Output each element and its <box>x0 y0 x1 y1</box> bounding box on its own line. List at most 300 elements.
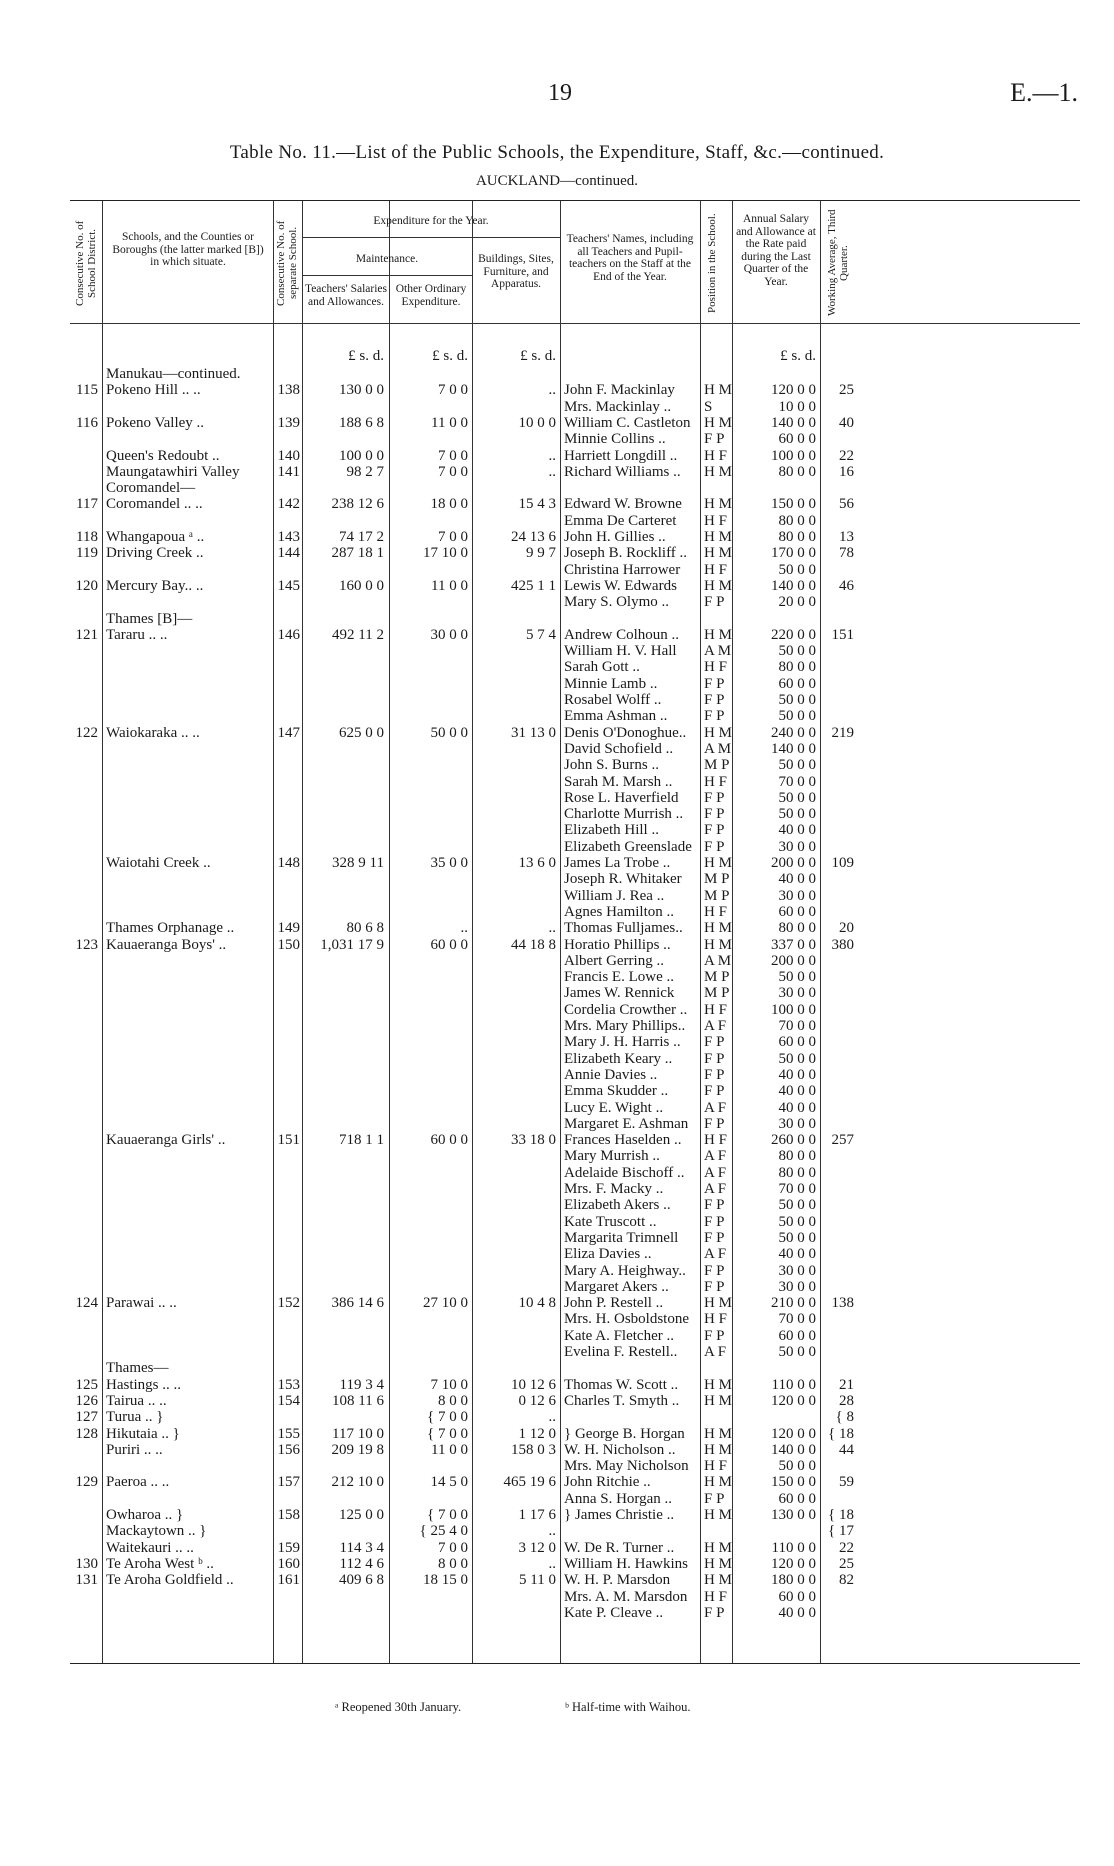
table-row <box>70 496 1080 513</box>
salaries-cell: 74 17 2 <box>339 529 384 545</box>
annual-salary-cell: 40 0 0 <box>778 1083 816 1100</box>
annual-salary-cell: 10 0 0 <box>778 398 816 415</box>
working-average-cell: 59 <box>839 1474 854 1491</box>
annual-salary-cell: 80 0 0 <box>778 920 816 937</box>
teacher-name-cell: Charlotte Murrish .. <box>564 806 684 823</box>
salaries-cell: 125 0 0 <box>339 1507 384 1523</box>
district-no-cell: 119 <box>76 545 98 562</box>
table-row <box>70 1393 1080 1410</box>
salaries-cell: 117 10 0 <box>332 1425 384 1442</box>
teacher-name-cell: Emma Ashman .. <box>564 708 668 725</box>
annual-salary-cell: 70 0 0 <box>778 1181 816 1197</box>
position-cell: H M <box>704 920 732 937</box>
teacher-name-cell: Margarita Trimnell <box>564 1229 679 1246</box>
other-exp-cell: 60 0 0 <box>430 1132 468 1149</box>
teacher-name-cell: W. H. P. Marsdon <box>564 1572 671 1589</box>
annual-salary-cell: 40 0 0 <box>778 1246 816 1263</box>
position-cell: A F <box>704 1148 727 1165</box>
teacher-name-cell: Mary J. H. Harris .. <box>564 1034 681 1051</box>
other-exp-cell: 8 0 0 <box>438 1392 468 1409</box>
table-row <box>70 1458 1080 1475</box>
teacher-name-cell: Lucy E. Wight .. <box>564 1099 664 1116</box>
annual-salary-cell: 30 0 0 <box>778 1262 816 1279</box>
position-cell: F P <box>704 1083 725 1100</box>
school-name-cell: Coromandel— <box>106 480 196 497</box>
annual-salary-cell: 30 0 0 <box>778 985 816 1002</box>
other-exp-cell: 7 0 0 <box>438 529 468 545</box>
district-no-cell: 116 <box>76 414 98 431</box>
annual-salary-cell: 40 0 0 <box>778 1099 816 1116</box>
table-row <box>70 1491 1080 1508</box>
position-cell: H M <box>704 1572 732 1589</box>
school-name-cell: Puriri .. .. <box>106 1441 163 1458</box>
table-row <box>70 1263 1080 1280</box>
annual-salary-cell: 30 0 0 <box>778 1278 816 1295</box>
working-average-cell: { 17 <box>828 1523 854 1540</box>
position-cell: F P <box>704 1229 725 1246</box>
teacher-name-cell: Emma De Carteret <box>564 512 677 529</box>
document-reference: E.—1. <box>1010 78 1078 107</box>
position-cell: A F <box>704 1164 727 1181</box>
position-cell: H F <box>704 1311 727 1328</box>
working-average-cell: 257 <box>831 1132 854 1149</box>
annual-salary-cell: 200 0 0 <box>771 952 816 969</box>
working-average-cell: 28 <box>839 1392 854 1409</box>
teacher-name-cell: John S. Burns .. <box>564 757 660 774</box>
annual-salary-cell: 130 0 0 <box>771 1507 816 1523</box>
school-no-cell: 151 <box>277 1132 300 1149</box>
annual-salary-cell: 50 0 0 <box>778 1458 816 1475</box>
working-average-cell: 109 <box>831 855 854 871</box>
salaries-cell: 212 10 0 <box>331 1474 384 1491</box>
table-row <box>70 708 1080 725</box>
header-rule <box>302 275 472 276</box>
header-school-no: Consecutive No. of separate School. <box>275 220 299 306</box>
district-no-cell: 124 <box>75 1295 98 1312</box>
teacher-name-cell: William H. V. Hall <box>564 643 677 660</box>
table-row <box>70 1230 1080 1247</box>
school-name-cell: Owharoa .. } <box>106 1507 184 1523</box>
school-name-cell: Hastings .. .. <box>106 1376 181 1393</box>
currency-other: £ s. d. <box>432 348 468 364</box>
annual-salary-cell: 110 0 0 <box>771 1376 816 1393</box>
school-name-cell: Waitekauri .. .. <box>106 1539 194 1556</box>
currency-salaries: £ s. d. <box>348 348 384 364</box>
annual-salary-cell: 20 0 0 <box>778 594 816 611</box>
buildings-cell: 31 13 0 <box>511 724 556 741</box>
school-name-cell: Pokeno Hill .. .. <box>106 382 201 399</box>
other-exp-cell: 30 0 0 <box>430 626 468 643</box>
annual-salary-cell: 260 0 0 <box>771 1132 816 1149</box>
district-no-cell: 125 <box>75 1376 98 1393</box>
teacher-name-cell: Agnes Hamilton .. <box>564 903 674 920</box>
other-exp-cell: 17 10 0 <box>423 545 468 562</box>
buildings-cell: .. <box>548 382 556 399</box>
annual-salary-cell: 50 0 0 <box>778 1197 816 1214</box>
position-cell: F P <box>704 1050 725 1067</box>
teacher-name-cell: } George B. Horgan <box>564 1425 685 1442</box>
school-no-cell: 156 <box>277 1441 300 1458</box>
district-no-cell: 117 <box>76 496 98 513</box>
other-exp-cell: 14 5 0 <box>430 1474 468 1491</box>
working-average-cell: { 18 <box>828 1507 854 1523</box>
teacher-name-cell: Eliza Davies .. <box>564 1246 652 1263</box>
other-exp-cell: { 25 4 0 <box>419 1523 468 1540</box>
salaries-cell: 188 6 8 <box>339 414 384 431</box>
school-name-cell: Thames— <box>106 1360 169 1377</box>
annual-salary-cell: 70 0 0 <box>778 1018 816 1034</box>
position-cell: H M <box>704 1425 732 1442</box>
district-no-cell: 130 <box>75 1555 98 1572</box>
school-name-cell: Mackaytown .. } <box>106 1523 207 1540</box>
annual-salary-cell: 180 0 0 <box>771 1572 816 1589</box>
school-name-cell: Thames Orphanage .. <box>106 920 235 937</box>
working-average-cell: 46 <box>839 577 854 594</box>
teacher-name-cell: Anna S. Horgan .. <box>564 1490 673 1507</box>
buildings-cell: 10 12 6 <box>511 1376 556 1393</box>
position-cell: M P <box>704 871 730 888</box>
teacher-name-cell: Thomas W. Scott .. <box>564 1376 679 1393</box>
other-exp-cell: 7 0 0 <box>438 382 468 399</box>
teacher-name-cell: John H. Gillies .. <box>564 529 666 545</box>
school-name-cell: Te Aroha West ᵇ .. <box>106 1555 214 1572</box>
table-row <box>70 659 1080 676</box>
table-row <box>70 888 1080 905</box>
header-teachers: Teachers' Names, including all Teachers and Pupil-teachers on the Staff at the End of the Year. <box>566 233 694 283</box>
table-row <box>70 969 1080 986</box>
position-cell: A F <box>704 1099 727 1116</box>
position-cell: H M <box>704 529 732 545</box>
teacher-name-cell: Elizabeth Hill .. <box>564 822 659 839</box>
district-no-cell: 115 <box>76 382 98 399</box>
table-row <box>70 1409 1080 1426</box>
annual-salary-cell: 40 0 0 <box>778 1066 816 1083</box>
position-cell: H M <box>704 496 732 513</box>
buildings-cell: 425 1 1 <box>511 577 556 594</box>
table-subtitle: AUCKLAND—continued. <box>475 173 639 189</box>
position-cell: H M <box>704 1392 732 1409</box>
table-row <box>70 1116 1080 1133</box>
teacher-name-cell: Evelina F. Restell.. <box>564 1344 678 1360</box>
position-cell: A M <box>704 740 732 757</box>
table-row <box>70 1426 1080 1443</box>
annual-salary-cell: 60 0 0 <box>778 431 816 448</box>
position-cell: H F <box>704 561 727 578</box>
annual-salary-cell: 60 0 0 <box>778 675 816 692</box>
annual-salary-cell: 70 0 0 <box>778 1311 816 1328</box>
school-no-cell: 144 <box>277 545 300 562</box>
working-average-cell: 78 <box>839 545 854 562</box>
table-row <box>70 464 1080 481</box>
annual-salary-cell: 140 0 0 <box>771 1441 816 1458</box>
table-row <box>70 985 1080 1002</box>
position-cell: M P <box>704 969 730 986</box>
teacher-name-cell: Minnie Lamb .. <box>564 675 658 692</box>
table-row <box>70 1572 1080 1589</box>
currency-buildings: £ s. d. <box>520 348 556 364</box>
teacher-name-cell: William C. Castleton <box>564 414 691 431</box>
table-row <box>70 774 1080 791</box>
table-row <box>70 545 1080 562</box>
table-row <box>70 578 1080 595</box>
header-bottom-rule <box>70 323 1080 324</box>
position-cell: A M <box>704 643 732 660</box>
annual-salary-cell: 50 0 0 <box>778 1229 816 1246</box>
buildings-cell: 10 0 0 <box>518 414 556 431</box>
working-average-cell: 380 <box>831 936 854 953</box>
position-cell: F P <box>704 806 725 823</box>
teacher-name-cell: Mrs. H. Osboldstone <box>564 1311 690 1328</box>
teacher-name-cell: Joseph B. Rockliff .. <box>564 545 688 562</box>
school-no-cell: 146 <box>277 626 300 643</box>
position-cell: F P <box>704 1034 725 1051</box>
position-cell: H M <box>704 936 732 953</box>
school-name-cell: Tararu .. .. <box>106 626 168 643</box>
other-exp-cell: 35 0 0 <box>430 855 468 871</box>
annual-salary-cell: 337 0 0 <box>771 936 816 953</box>
school-no-cell: 161 <box>277 1572 300 1589</box>
school-no-cell: 159 <box>277 1539 300 1556</box>
annual-salary-cell: 30 0 0 <box>778 838 816 855</box>
teacher-name-cell: Joseph R. Whitaker <box>564 871 682 888</box>
buildings-cell: .. <box>548 1409 556 1426</box>
table-row <box>70 594 1080 611</box>
salaries-cell: 492 11 2 <box>332 626 384 643</box>
district-no-cell: 127 <box>75 1409 98 1426</box>
other-exp-cell: 11 0 0 <box>431 414 468 431</box>
position-cell: F P <box>704 708 725 725</box>
teacher-name-cell: Annie Davies .. <box>564 1066 658 1083</box>
table-row <box>70 757 1080 774</box>
table-row <box>70 627 1080 644</box>
annual-salary-cell: 110 0 0 <box>771 1539 816 1556</box>
table-row <box>70 1311 1080 1328</box>
footnote-a: ᵃ Reopened 30th January. <box>335 1700 462 1714</box>
district-no-cell: 121 <box>75 626 98 643</box>
working-average-cell: 22 <box>839 447 854 464</box>
school-no-cell: 152 <box>277 1295 300 1312</box>
salaries-cell: 100 0 0 <box>339 447 384 464</box>
table-row <box>70 1442 1080 1459</box>
position-cell: F P <box>704 1327 725 1344</box>
buildings-cell: .. <box>548 1555 556 1572</box>
position-cell: H F <box>704 447 727 464</box>
position-cell: F P <box>704 1604 725 1621</box>
buildings-cell: 24 13 6 <box>511 529 556 545</box>
teacher-name-cell: John P. Restell .. <box>564 1295 664 1312</box>
table-row <box>70 611 1080 628</box>
buildings-cell: 9 9 7 <box>526 545 556 562</box>
table-row <box>70 562 1080 579</box>
position-cell: F P <box>704 789 725 806</box>
annual-salary-cell: 60 0 0 <box>778 903 816 920</box>
teacher-name-cell: Cordelia Crowther .. <box>564 1001 688 1018</box>
teacher-name-cell: David Schofield .. <box>564 740 674 757</box>
annual-salary-cell: 80 0 0 <box>778 659 816 676</box>
annual-salary-cell: 40 0 0 <box>778 871 816 888</box>
working-average-cell: 82 <box>839 1572 854 1589</box>
table-row <box>70 822 1080 839</box>
teacher-name-cell: W. De R. Turner .. <box>564 1539 675 1556</box>
table-row <box>70 1589 1080 1606</box>
header-buildings: Buildings, Sites, Furniture, and Apparatus. <box>478 253 554 290</box>
school-no-cell: 142 <box>277 496 300 513</box>
buildings-cell: 0 12 6 <box>518 1392 556 1409</box>
table-row <box>70 1034 1080 1051</box>
table-row <box>70 839 1080 856</box>
district-no-cell: 123 <box>75 936 98 953</box>
buildings-cell: 5 7 4 <box>526 626 556 643</box>
working-average-cell: 138 <box>831 1295 854 1312</box>
other-exp-cell: 7 0 0 <box>438 447 468 464</box>
school-name-cell: Maungatawhiri Valley <box>106 463 240 480</box>
working-average-cell: { 8 <box>835 1409 854 1426</box>
annual-salary-cell: 140 0 0 <box>771 740 816 757</box>
position-cell: F P <box>704 1490 725 1507</box>
school-name-cell: Waiokaraka .. .. <box>106 724 200 741</box>
position-cell: F P <box>704 1197 725 1214</box>
position-cell: F P <box>704 1213 725 1230</box>
teacher-name-cell: Lewis W. Edwards <box>564 577 677 594</box>
annual-salary-cell: 80 0 0 <box>778 1164 816 1181</box>
working-average-cell: 44 <box>839 1441 854 1458</box>
position-cell: H F <box>704 1001 727 1018</box>
teacher-name-cell: Emma Skudder .. <box>564 1083 669 1100</box>
position-cell: H F <box>704 1458 727 1475</box>
school-no-cell: 150 <box>277 936 300 953</box>
teacher-name-cell: Elizabeth Greenslade <box>564 838 692 855</box>
school-no-cell: 141 <box>277 463 300 480</box>
school-no-cell: 160 <box>277 1555 300 1572</box>
school-name-cell: Kauaeranga Boys' .. <box>106 936 227 953</box>
salaries-cell: 119 3 4 <box>339 1376 384 1393</box>
position-cell: H M <box>704 626 732 643</box>
teacher-name-cell: Mrs. A. M. Marsdon <box>564 1588 688 1605</box>
position-cell: H M <box>704 463 732 480</box>
teacher-name-cell: Kate A. Fletcher .. <box>564 1327 674 1344</box>
teacher-name-cell: Adelaide Bischoff .. <box>564 1164 685 1181</box>
school-name-cell: Thames [B]— <box>106 610 193 627</box>
position-cell: H M <box>704 1295 732 1312</box>
annual-salary-cell: 50 0 0 <box>778 708 816 725</box>
table-row <box>70 1051 1080 1068</box>
buildings-cell: .. <box>548 1523 556 1540</box>
annual-salary-cell: 50 0 0 <box>778 789 816 806</box>
position-cell: H M <box>704 724 732 741</box>
salaries-cell: 328 9 11 <box>332 855 384 871</box>
position-cell: F P <box>704 1262 725 1279</box>
teacher-name-cell: Mary Murrish .. <box>564 1148 660 1165</box>
table-row <box>70 1002 1080 1019</box>
table-row <box>70 1246 1080 1263</box>
annual-salary-cell: 170 0 0 <box>771 545 816 562</box>
table-row <box>70 431 1080 448</box>
district-no-cell: 126 <box>75 1392 98 1409</box>
school-name-cell: Hikutaia .. } <box>106 1425 180 1442</box>
header-position: Position in the School. <box>706 213 718 313</box>
annual-salary-cell: 50 0 0 <box>778 806 816 823</box>
annual-salary-cell: 80 0 0 <box>778 463 816 480</box>
school-name-cell: Coromandel .. .. <box>106 496 203 513</box>
annual-salary-cell: 80 0 0 <box>778 529 816 545</box>
annual-salary-cell: 80 0 0 <box>778 512 816 529</box>
annual-salary-cell: 50 0 0 <box>778 969 816 986</box>
position-cell: H F <box>704 903 727 920</box>
buildings-cell: 33 18 0 <box>511 1132 556 1149</box>
working-average-cell: 219 <box>831 724 854 741</box>
teacher-name-cell: Mrs. F. Macky .. <box>564 1181 664 1197</box>
table-row <box>70 1181 1080 1198</box>
salaries-cell: 409 6 8 <box>339 1572 384 1589</box>
annual-salary-cell: 50 0 0 <box>778 692 816 708</box>
table-row <box>70 399 1080 416</box>
working-average-cell: 25 <box>839 1555 854 1572</box>
school-no-cell: 157 <box>277 1474 300 1491</box>
header-attendance: Working Average, Third Quarter. <box>826 209 850 317</box>
position-cell: H M <box>704 1555 732 1572</box>
district-no-cell: 128 <box>75 1425 98 1442</box>
schools-table <box>70 200 1080 1664</box>
position-cell: H M <box>704 1474 732 1491</box>
district-no-cell: 131 <box>75 1572 98 1589</box>
table-row <box>70 529 1080 546</box>
teacher-name-cell: Sarah M. Marsh .. <box>564 773 673 790</box>
position-cell: F P <box>704 594 725 611</box>
other-exp-cell: 7 0 0 <box>438 1539 468 1556</box>
teacher-name-cell: William H. Hawkins <box>564 1555 688 1572</box>
annual-salary-cell: 120 0 0 <box>771 1425 816 1442</box>
school-no-cell: 154 <box>277 1392 300 1409</box>
other-exp-cell: 11 0 0 <box>431 1441 468 1458</box>
salaries-cell: 130 0 0 <box>339 382 384 399</box>
school-no-cell: 138 <box>277 382 300 399</box>
annual-salary-cell: 70 0 0 <box>778 773 816 790</box>
table-row <box>70 790 1080 807</box>
table-row <box>70 725 1080 742</box>
working-average-cell: 40 <box>839 414 854 431</box>
table-row <box>70 1328 1080 1345</box>
position-cell: F P <box>704 431 725 448</box>
annual-salary-cell: 120 0 0 <box>771 382 816 399</box>
annual-salary-cell: 60 0 0 <box>778 1490 816 1507</box>
buildings-cell: 10 4 8 <box>518 1295 556 1312</box>
table-row <box>70 741 1080 758</box>
position-cell: M P <box>704 887 730 904</box>
table-row <box>70 415 1080 432</box>
teacher-name-cell: W. H. Nicholson .. <box>564 1441 676 1458</box>
teacher-name-cell: Mrs. May Nicholson <box>564 1458 689 1475</box>
salaries-cell: 238 12 6 <box>331 496 384 513</box>
school-no-cell: 153 <box>277 1376 300 1393</box>
annual-salary-cell: 200 0 0 <box>771 855 816 871</box>
salaries-cell: 718 1 1 <box>339 1132 384 1149</box>
teacher-name-cell: Kate P. Cleave .. <box>564 1604 664 1621</box>
teacher-name-cell: Charles T. Smyth .. <box>564 1392 680 1409</box>
table-row <box>70 1523 1080 1540</box>
teacher-name-cell: William J. Rea .. <box>564 887 665 904</box>
teacher-name-cell: Margaret Akers .. <box>564 1278 669 1295</box>
school-name-cell: Paeroa .. .. <box>106 1474 170 1491</box>
table-row <box>70 1279 1080 1296</box>
annual-salary-cell: 50 0 0 <box>778 1213 816 1230</box>
table-row <box>70 953 1080 970</box>
position-cell: H M <box>704 1376 732 1393</box>
school-no-cell: 158 <box>277 1507 300 1523</box>
annual-salary-cell: 50 0 0 <box>778 1050 816 1067</box>
school-no-cell: 155 <box>277 1425 300 1442</box>
position-cell: F P <box>704 838 725 855</box>
position-cell: F P <box>704 1066 725 1083</box>
